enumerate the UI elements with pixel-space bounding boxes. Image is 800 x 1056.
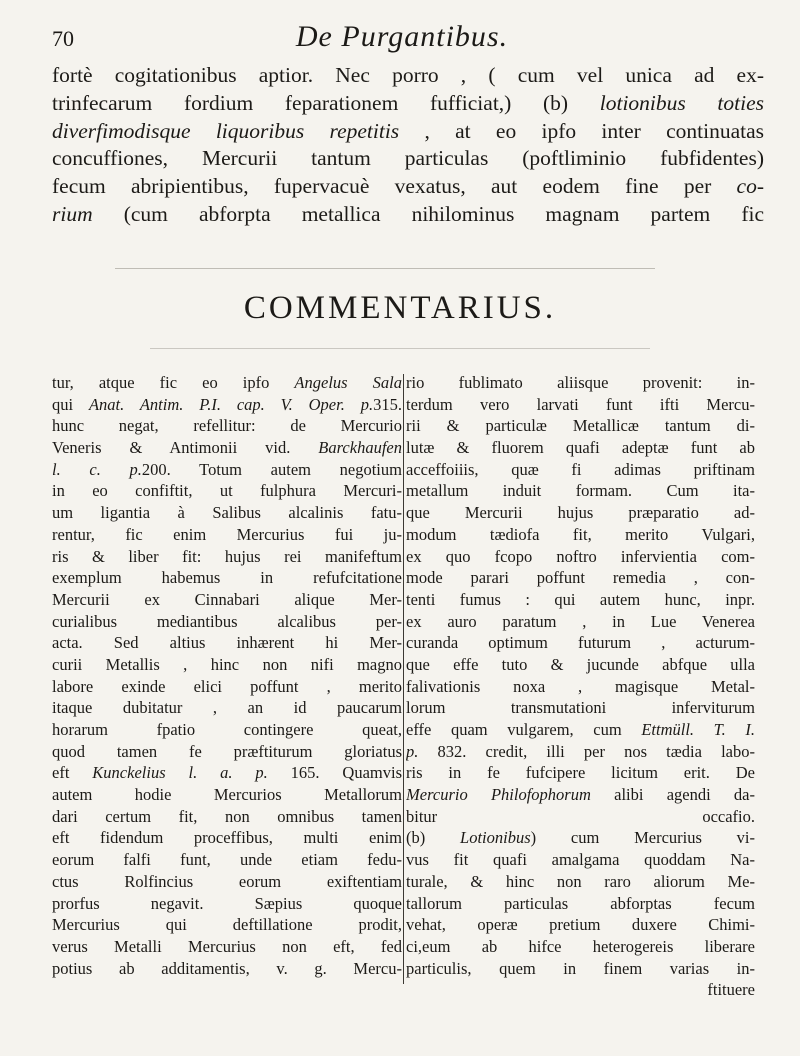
line-text: (b) <box>406 828 461 848</box>
text-line <box>52 914 402 936</box>
text-line <box>406 762 755 784</box>
text-line <box>52 502 402 524</box>
section-rule-top <box>115 268 655 269</box>
line-text: ftituere <box>707 980 755 1000</box>
italic-text: Lotionibus <box>460 828 531 848</box>
text-line <box>52 958 402 980</box>
italic-text: Barckhaufen <box>318 438 402 458</box>
text-line <box>406 741 755 763</box>
line-text: horarum fpatio contingere queat, <box>52 720 402 739</box>
text-line <box>52 90 764 118</box>
running-title: De Purgantibus. <box>295 20 509 53</box>
text-line <box>52 741 402 763</box>
line-text: prorfus negavit. Sæpius quoque <box>52 893 402 913</box>
text-line <box>406 958 755 980</box>
section-rule-bottom <box>150 348 650 349</box>
line-text: eft <box>52 763 93 783</box>
text-line <box>406 546 755 568</box>
line-text: lorum transmutationi inferviturum <box>406 698 755 718</box>
text-line <box>52 589 402 611</box>
line-text: que effe tuto & jucunde abfque ulla <box>406 654 755 674</box>
italic-text: Kunckelius l. a. p. <box>92 763 268 783</box>
text-line <box>52 697 402 719</box>
line-text: acceffoiiis, quæ fi adimas priftinam <box>406 459 755 479</box>
line-text: curii Metallis , hinc non nifi magno <box>52 654 402 674</box>
text-line <box>406 806 755 828</box>
text-line <box>52 632 402 654</box>
text-line <box>406 611 755 633</box>
line-text: curialibus mediantibus alcalibus per- <box>52 611 402 631</box>
line-text: rii & particulæ Metallicæ tantum di- <box>406 416 755 436</box>
text-line <box>52 372 402 394</box>
line-text: vehat, operæ pretium duxere Chimi- <box>406 915 755 935</box>
line-text: ci,eum ab hifce heterogereis liberare <box>406 936 755 956</box>
text-line <box>52 459 402 481</box>
text-line <box>52 611 402 633</box>
text-line <box>52 784 402 806</box>
line-text: verus Metalli Mercurius non eft, fed <box>52 936 402 956</box>
line-text: quod tamen fe præftiturum gloriatus <box>52 741 402 761</box>
line-text: trinfecarum fordium feparationem fufficiat,) (b) <box>52 90 600 115</box>
line-text: tur, atque fic eo ipfo <box>52 373 295 392</box>
intro-paragraph <box>52 62 764 229</box>
text-line <box>406 589 755 611</box>
text-line <box>406 632 755 654</box>
text-line <box>52 936 402 958</box>
italic-text: rium <box>52 201 93 226</box>
line-text: eft fidendum proceffibus, multi enim <box>52 828 402 848</box>
line-text: 200. Totum autem negotium <box>141 459 402 479</box>
line-text: que Mercurii hujus præparatio ad- <box>406 503 755 523</box>
line-text: dari certum fit, non omnibus tamen <box>52 806 402 826</box>
text-line <box>406 502 755 524</box>
text-line <box>406 914 755 936</box>
line-text: hunc negat, refellitur: de Mercurio <box>52 416 402 436</box>
commentary-right-column <box>406 372 755 1001</box>
italic-text: l. c. p. <box>52 459 142 479</box>
line-text: Veneris & Antimonii vid. <box>52 438 319 458</box>
line-text: alibi agendi da- <box>590 785 755 805</box>
text-line <box>52 173 764 201</box>
text-line <box>52 676 402 698</box>
line-text: fortè cogitationibus aptior. Nec porro , ( cum vel unica ad ex- <box>52 63 764 87</box>
text-line <box>406 893 755 915</box>
line-text: ctus Rolfincius eorum exiftentiam <box>52 871 402 891</box>
column-divider <box>403 374 404 984</box>
section-heading: COMMENTARIUS. <box>243 290 557 326</box>
line-text: acta. Sed altius inhærent hi Mer- <box>52 633 402 653</box>
line-text: turale, & hinc non raro aliorum Me- <box>406 871 755 891</box>
text-line <box>52 893 402 915</box>
line-text: tenti fumus : qui autem hunc, inpr. <box>406 589 755 609</box>
text-line <box>52 118 764 146</box>
text-line <box>52 654 402 676</box>
text-line <box>52 827 402 849</box>
text-line <box>406 567 755 589</box>
text-line <box>406 719 755 741</box>
line-text: eorum falfi funt, unde etiam fedu- <box>52 850 402 870</box>
line-text: 832. credit, illi per nos tædia labo- <box>418 741 755 761</box>
line-text: ex quo fcopo noftro infervientia com- <box>406 546 755 566</box>
italic-text: lotionibus toties <box>599 90 764 115</box>
italic-text: diverfimodisque liquoribus repetitis <box>52 118 400 143</box>
page-header <box>52 20 752 60</box>
text-line <box>406 437 755 459</box>
line-text: particulis, quem in finem varias in- <box>406 958 755 978</box>
line-text: autem hodie Mercurios Metallorum <box>52 785 402 805</box>
line-text: exemplum habemus in refufcitatione <box>52 568 402 588</box>
text-line <box>406 415 755 437</box>
line-text: potius ab additamentis, v. g. Mercu- <box>52 958 402 978</box>
italic-text: Anat. Antim. P.I. cap. V. Oper. p. <box>88 394 374 414</box>
line-text: rentur, fic enim Mercurius fui ju- <box>52 524 402 544</box>
italic-text: Angelus Sala <box>294 373 402 392</box>
text-line <box>52 719 402 741</box>
line-text: in eo confiftit, ut fulphura Mercuri- <box>52 481 402 501</box>
line-text: ris & liber fit: hujus rei manifeftum <box>52 546 402 566</box>
line-text: ex auro paratum , in Lue Venerea <box>406 611 755 631</box>
line-text: ris in fe fufcipere licitum erit. De <box>406 763 755 783</box>
line-text: vus fit quafi amalgama quoddam Na- <box>406 850 755 870</box>
text-line <box>406 979 755 1001</box>
line-text: curanda optimum futurum , acturum- <box>406 633 755 653</box>
text-line <box>406 480 755 502</box>
text-line <box>52 437 402 459</box>
text-line <box>52 567 402 589</box>
text-line <box>52 524 402 546</box>
text-line <box>52 806 402 828</box>
text-line <box>52 871 402 893</box>
text-line <box>406 784 755 806</box>
text-line <box>406 936 755 958</box>
text-line <box>406 459 755 481</box>
text-line <box>52 849 402 871</box>
line-text: Mercurii ex Cinnabari alique Mer- <box>52 589 402 609</box>
text-line <box>406 524 755 546</box>
italic-text: p. <box>406 741 419 761</box>
text-line <box>52 62 764 90</box>
text-line <box>52 546 402 568</box>
line-text: modum tædiofa fit, merito Vulgari, <box>406 524 755 544</box>
line-text: ) cum Mercurius vi- <box>530 828 755 848</box>
line-text: 315. <box>373 394 402 414</box>
text-line <box>406 849 755 871</box>
text-line <box>52 480 402 502</box>
text-line <box>52 394 402 416</box>
line-text: fecum abripientibus, fupervacuè vexatus, aut eodem fine per <box>52 174 737 199</box>
line-text: bitur occafio. <box>406 806 755 826</box>
italic-text: co- <box>736 174 764 199</box>
line-text: metallum induit formam. Cum ita- <box>406 481 755 501</box>
line-text: lutæ & fluorem quafi adeptæ funt ab <box>406 438 755 458</box>
text-line <box>52 415 402 437</box>
line-text: qui <box>52 394 89 414</box>
commentary-left-column <box>52 372 402 979</box>
text-line <box>406 827 755 849</box>
line-text: terdum vero larvati funt ifti Mercu- <box>406 394 755 414</box>
line-text: concuffiones, Mercurii tantum particulas (poftliminio fubfidentes) <box>52 146 764 171</box>
line-text: , at eo ipfo inter continuatas <box>399 118 764 143</box>
line-text: Mercurius qui deftillatione prodit, <box>52 915 402 935</box>
text-line <box>406 654 755 676</box>
line-text: labore exinde elici poffunt , merito <box>52 676 402 696</box>
line-text: tallorum particulas abforptas fecum <box>406 893 755 913</box>
line-text: rio fublimato aliisque provenit: in- <box>406 373 755 392</box>
italic-text: Ettmüll. T. I. <box>641 720 755 739</box>
line-text: effe quam vulgarem, cum <box>406 720 642 739</box>
text-line <box>52 201 764 229</box>
italic-text: Mercurio Philofophorum <box>406 785 591 805</box>
text-line <box>406 372 755 394</box>
line-text: mode parari poffunt remedia , con- <box>406 568 755 588</box>
text-line <box>406 394 755 416</box>
text-line <box>52 145 764 173</box>
page-number: 70 <box>52 26 74 51</box>
line-text: um ligantia à Salibus alcalinis fatu- <box>52 503 402 523</box>
text-line <box>406 697 755 719</box>
text-line <box>52 762 402 784</box>
line-text: 165. Quamvis <box>267 763 402 783</box>
line-text: (cum abforpta metallica nihilominus magnam partem fic <box>92 201 764 226</box>
text-line <box>406 871 755 893</box>
line-text: falivationis noxa , magisque Metal- <box>406 676 755 696</box>
text-line <box>406 676 755 698</box>
line-text: itaque dubitatur , an id paucarum <box>52 698 402 718</box>
